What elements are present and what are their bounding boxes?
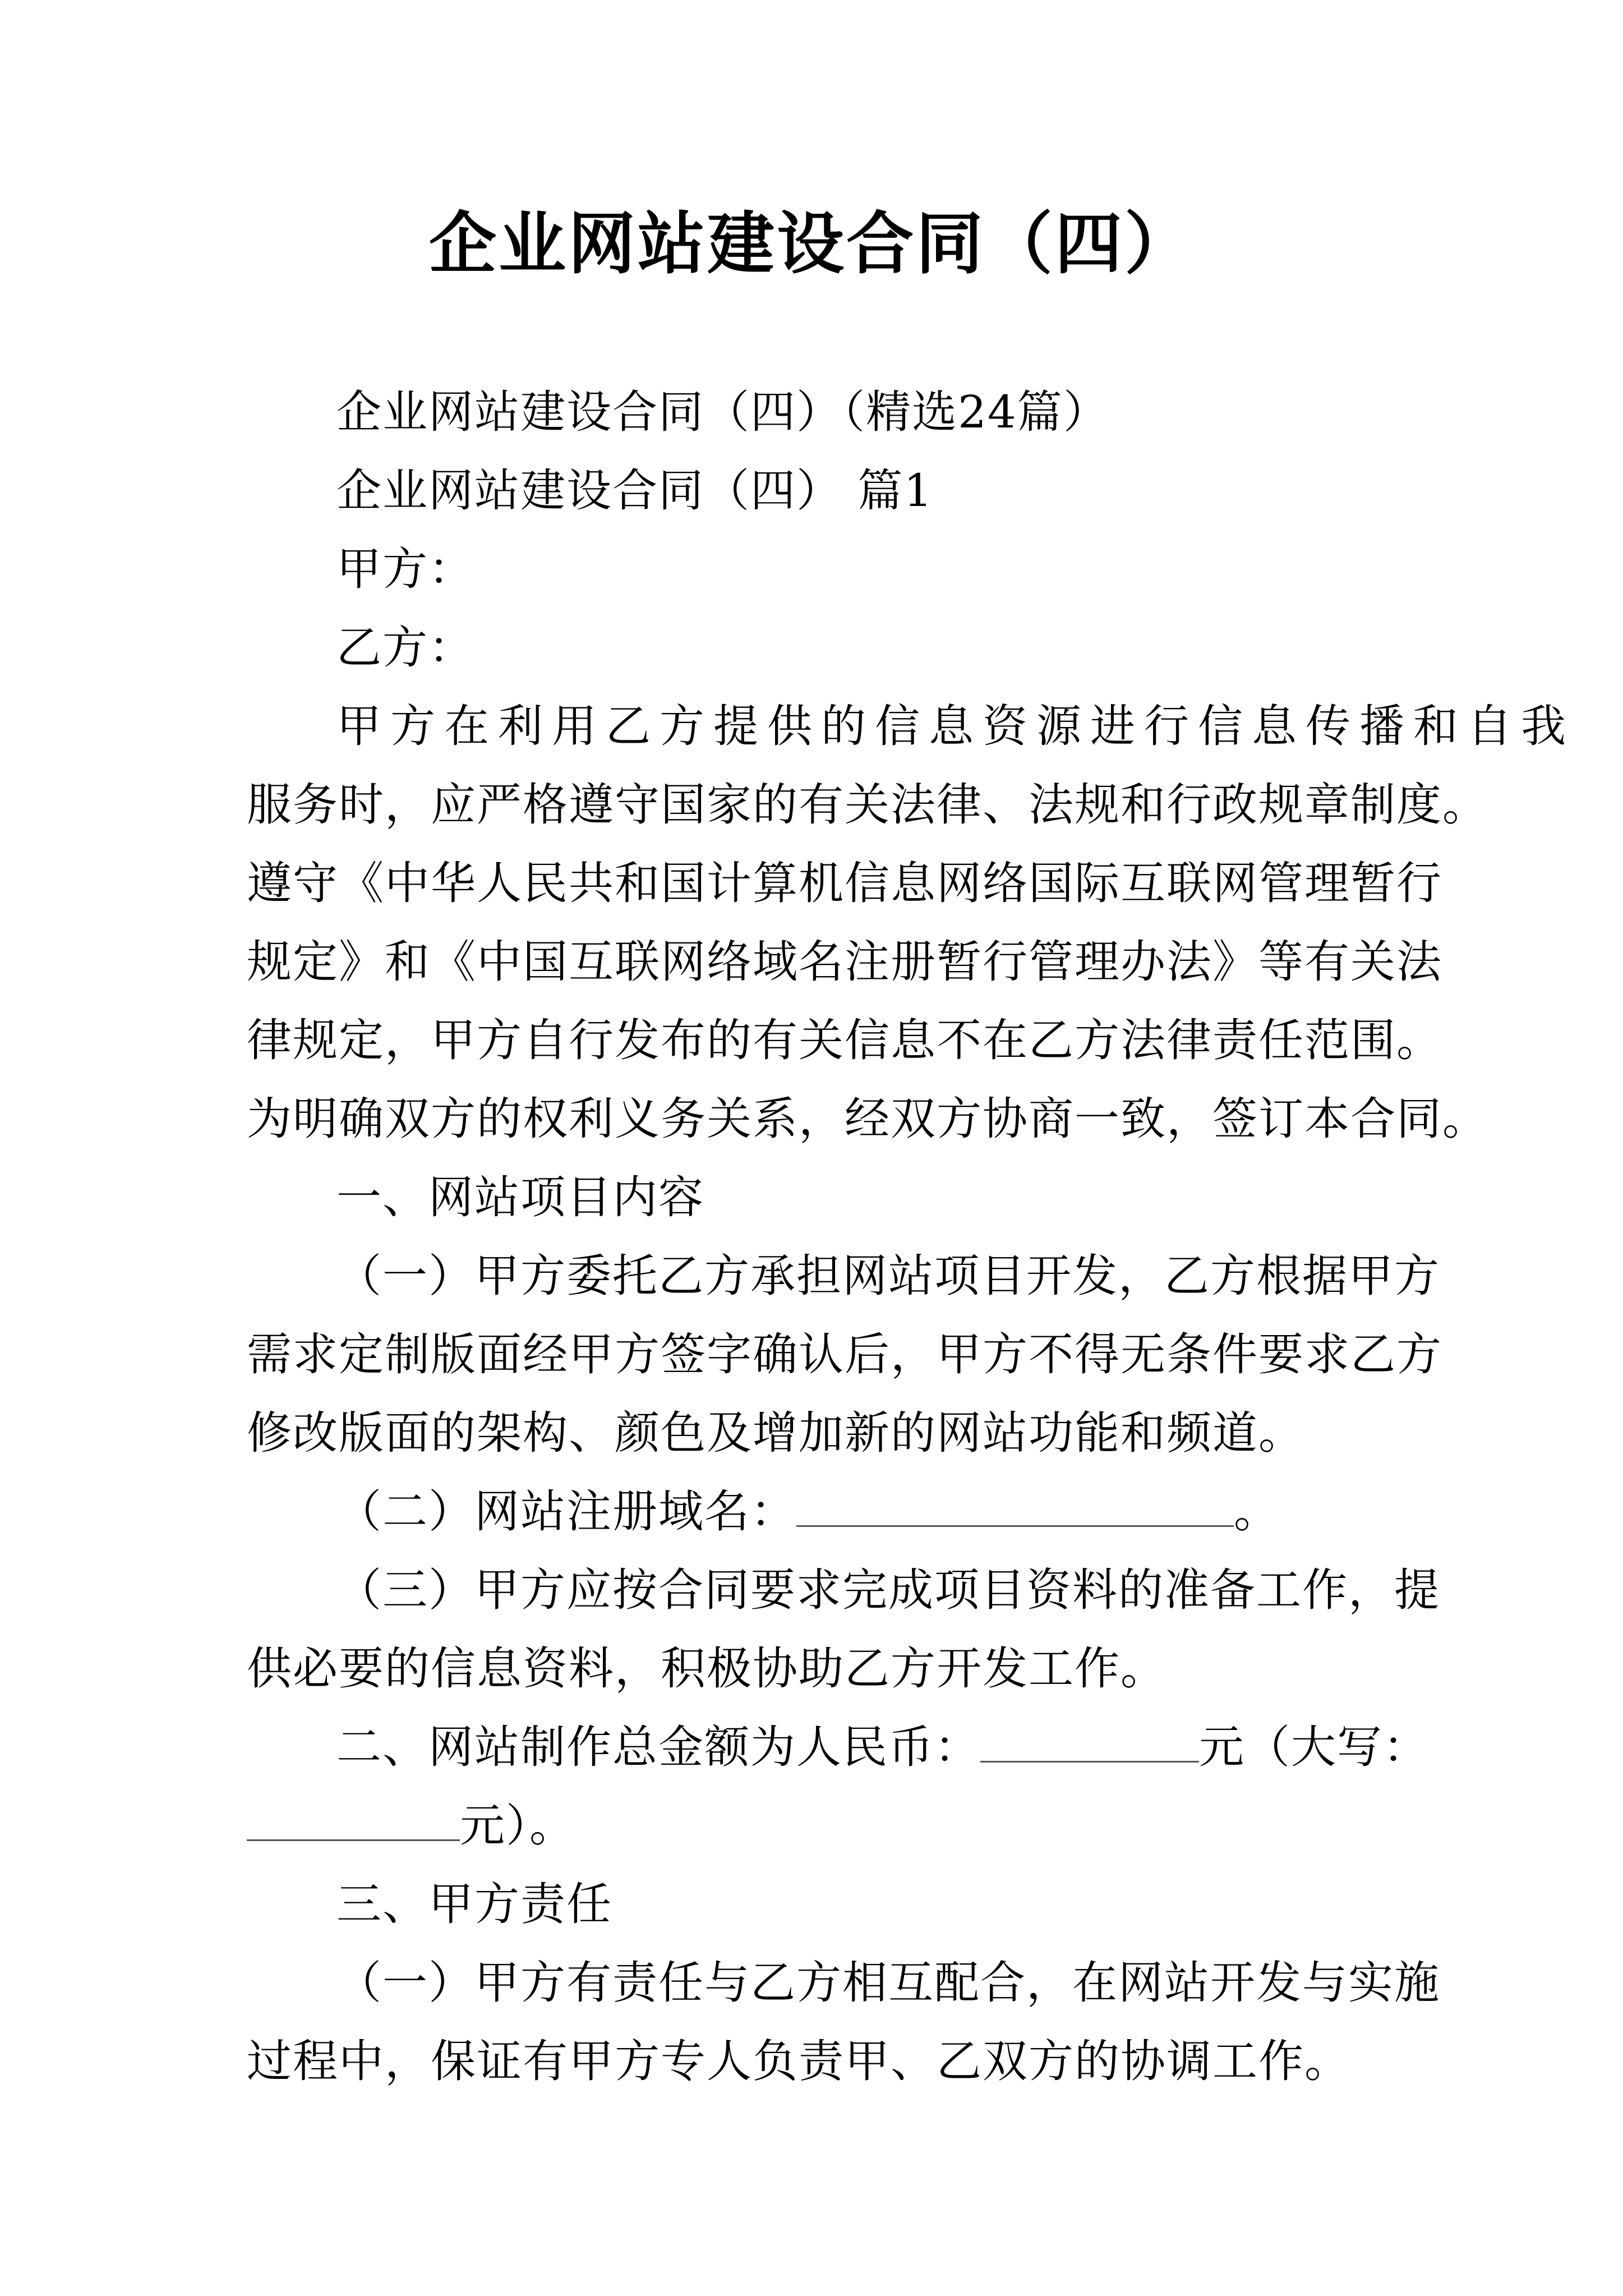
amount-blank-field[interactable] (980, 1725, 1199, 1763)
intro-line: 为明确双方的权利义务关系，经双方协商一致，签订本合同。 (247, 1093, 1488, 1145)
amount-upper-label: 元（大写： (1199, 1721, 1429, 1773)
document-title: 企业网站建设合同（四） (429, 204, 1194, 283)
item-line: 过程中，保证有甲方专人负责甲、乙双方的协调工作。 (247, 2035, 1350, 2087)
chapter-heading: 企业网站建设合同（四） 篇1 (336, 464, 934, 517)
domain-suffix: 。 (1234, 1485, 1280, 1538)
intro-line: 遵守《中华人民共和国计算机信息网络国际互联网管理暂行 (247, 857, 1442, 909)
item-line: 需求定制版面经甲方签字确认后，甲方不得无条件要求乙方 (247, 1328, 1442, 1381)
item-line: 供必要的信息资料，积极协助乙方开发工作。 (247, 1642, 1166, 1695)
party-a-label: 甲方： (336, 543, 474, 595)
item-line: 修改版面的架构、颜色及增加新的网站功能和频道。 (247, 1407, 1304, 1459)
item-line: （一）甲方有责任与乙方相互配合，在网站开发与实施 (336, 1957, 1440, 2009)
domain-blank-field[interactable] (796, 1489, 1234, 1527)
intro-line: 律规定，甲方自行发布的有关信息不在乙方法律责任范围。 (247, 1014, 1442, 1066)
domain-label: （二）网站注册域名： (336, 1485, 796, 1538)
amount-upper-blank-field[interactable] (247, 1803, 460, 1841)
section1-heading: 一、网站项目内容 (336, 1171, 704, 1223)
party-b-label: 乙方： (336, 622, 474, 674)
section3-heading: 三、甲方责任 (336, 1878, 612, 1930)
section2-line (336, 1717, 1429, 1778)
amount-label: 二、网站制作总金额为人民币： (336, 1721, 980, 1773)
intro-line: 甲方在利用乙方提供的信息资源进行信息传播和自我 (336, 700, 1575, 752)
intro-line: 规定》和《中国互联网络域名注册暂行管理办法》等有关法 (247, 936, 1442, 988)
amount-upper-suffix: 元）。 (460, 1800, 575, 1852)
item-line: （三）甲方应按合同要求完成项目资料的准备工作，提 (336, 1564, 1440, 1616)
item-line: （一）甲方委托乙方承担网站项目开发，乙方根据甲方 (336, 1250, 1440, 1302)
section1-item2 (336, 1481, 1280, 1543)
document-subtitle: 企业网站建设合同（四）（精选24篇） (336, 386, 1109, 438)
section2-line-2 (247, 1795, 575, 1857)
intro-line: 服务时，应严格遵守国家的有关法律、法规和行政规章制度。 (247, 779, 1488, 831)
